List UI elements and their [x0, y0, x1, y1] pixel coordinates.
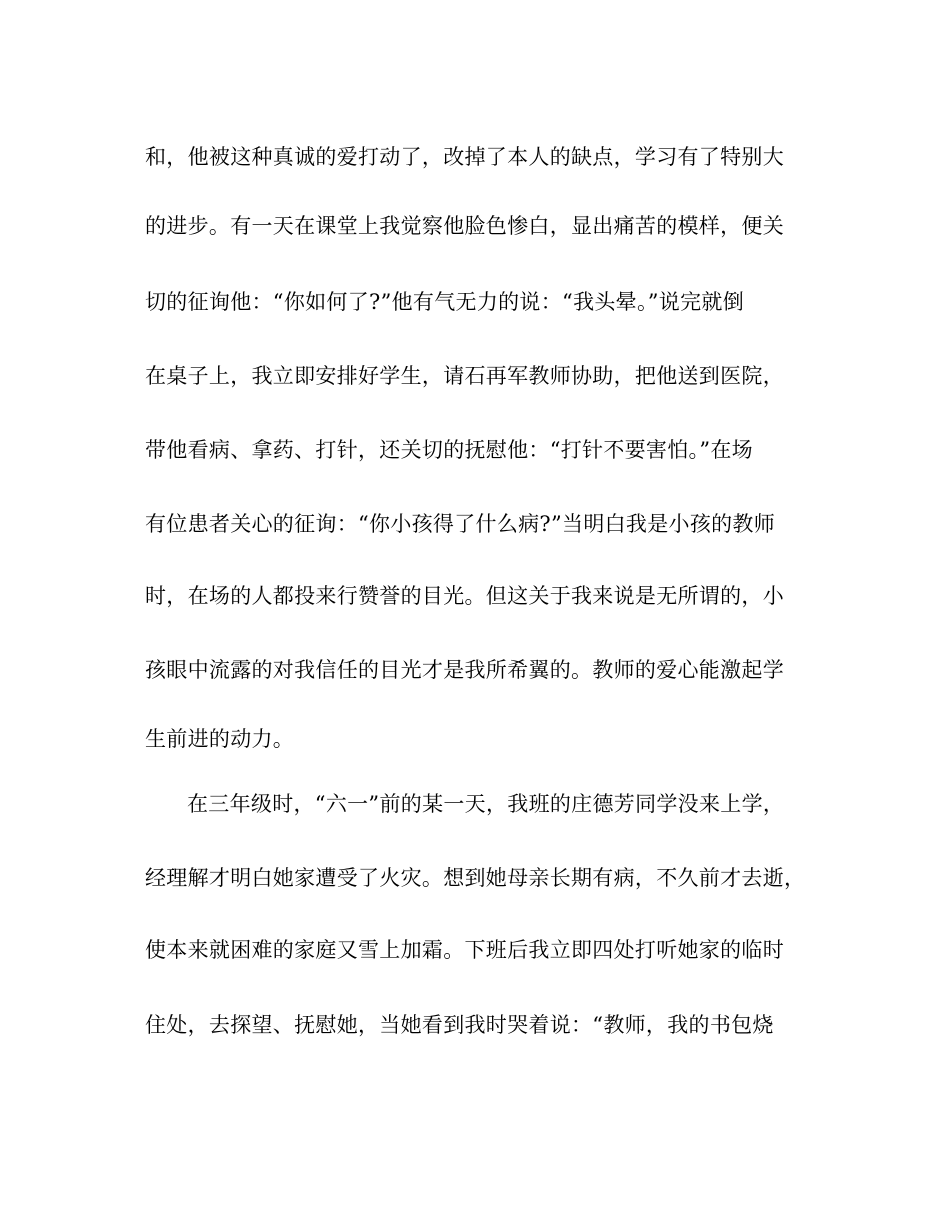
text-line: 经理解才明白她家遭受了火灾。想到她母亲长期有病，不久前才去逝，: [145, 866, 806, 890]
text-line: 生前进的动力。: [145, 727, 295, 751]
text-line: 带他看病、拿药、打针，还关切的抚慰他：“打针不要害怕。”在场: [145, 438, 753, 462]
text-line: 时，在场的人都投来行赞誉的目光。但这关于我来说是无所谓的，小: [145, 584, 784, 608]
text-line: 使本来就困难的家庭又雪上加霜。下班后我立即四处打听她家的临时: [145, 938, 784, 962]
paragraph-first-line: 在三年级时，“六一”前的某一天，我班的庄德芳同学没来上学，: [187, 792, 785, 816]
text-line: 的进步。有一天在课堂上我觉察他脸色惨白，显出痛苦的模样，便关: [145, 214, 784, 238]
text-line: 在桌子上，我立即安排好学生，请石再军教师协助，把他送到医院，: [145, 364, 784, 388]
text-line: 有位患者关心的征询：“你小孩得了什么病?”当明白我是小孩的教师: [145, 512, 776, 536]
text-line: 和，他被这种真诚的爱打动了，改掉了本人的缺点，学习有了特别大: [145, 145, 784, 169]
text-line: 切的征询他：“你如何了?”他有气无力的说：“我头晕。”说完就倒: [145, 290, 744, 314]
text-line: 住处，去探望、抚慰她，当她看到我时哭着说：“教师，我的书包烧: [145, 1013, 774, 1037]
text-line: 孩眼中流露的对我信任的目光才是我所希翼的。教师的爱心能激起学: [145, 658, 784, 682]
